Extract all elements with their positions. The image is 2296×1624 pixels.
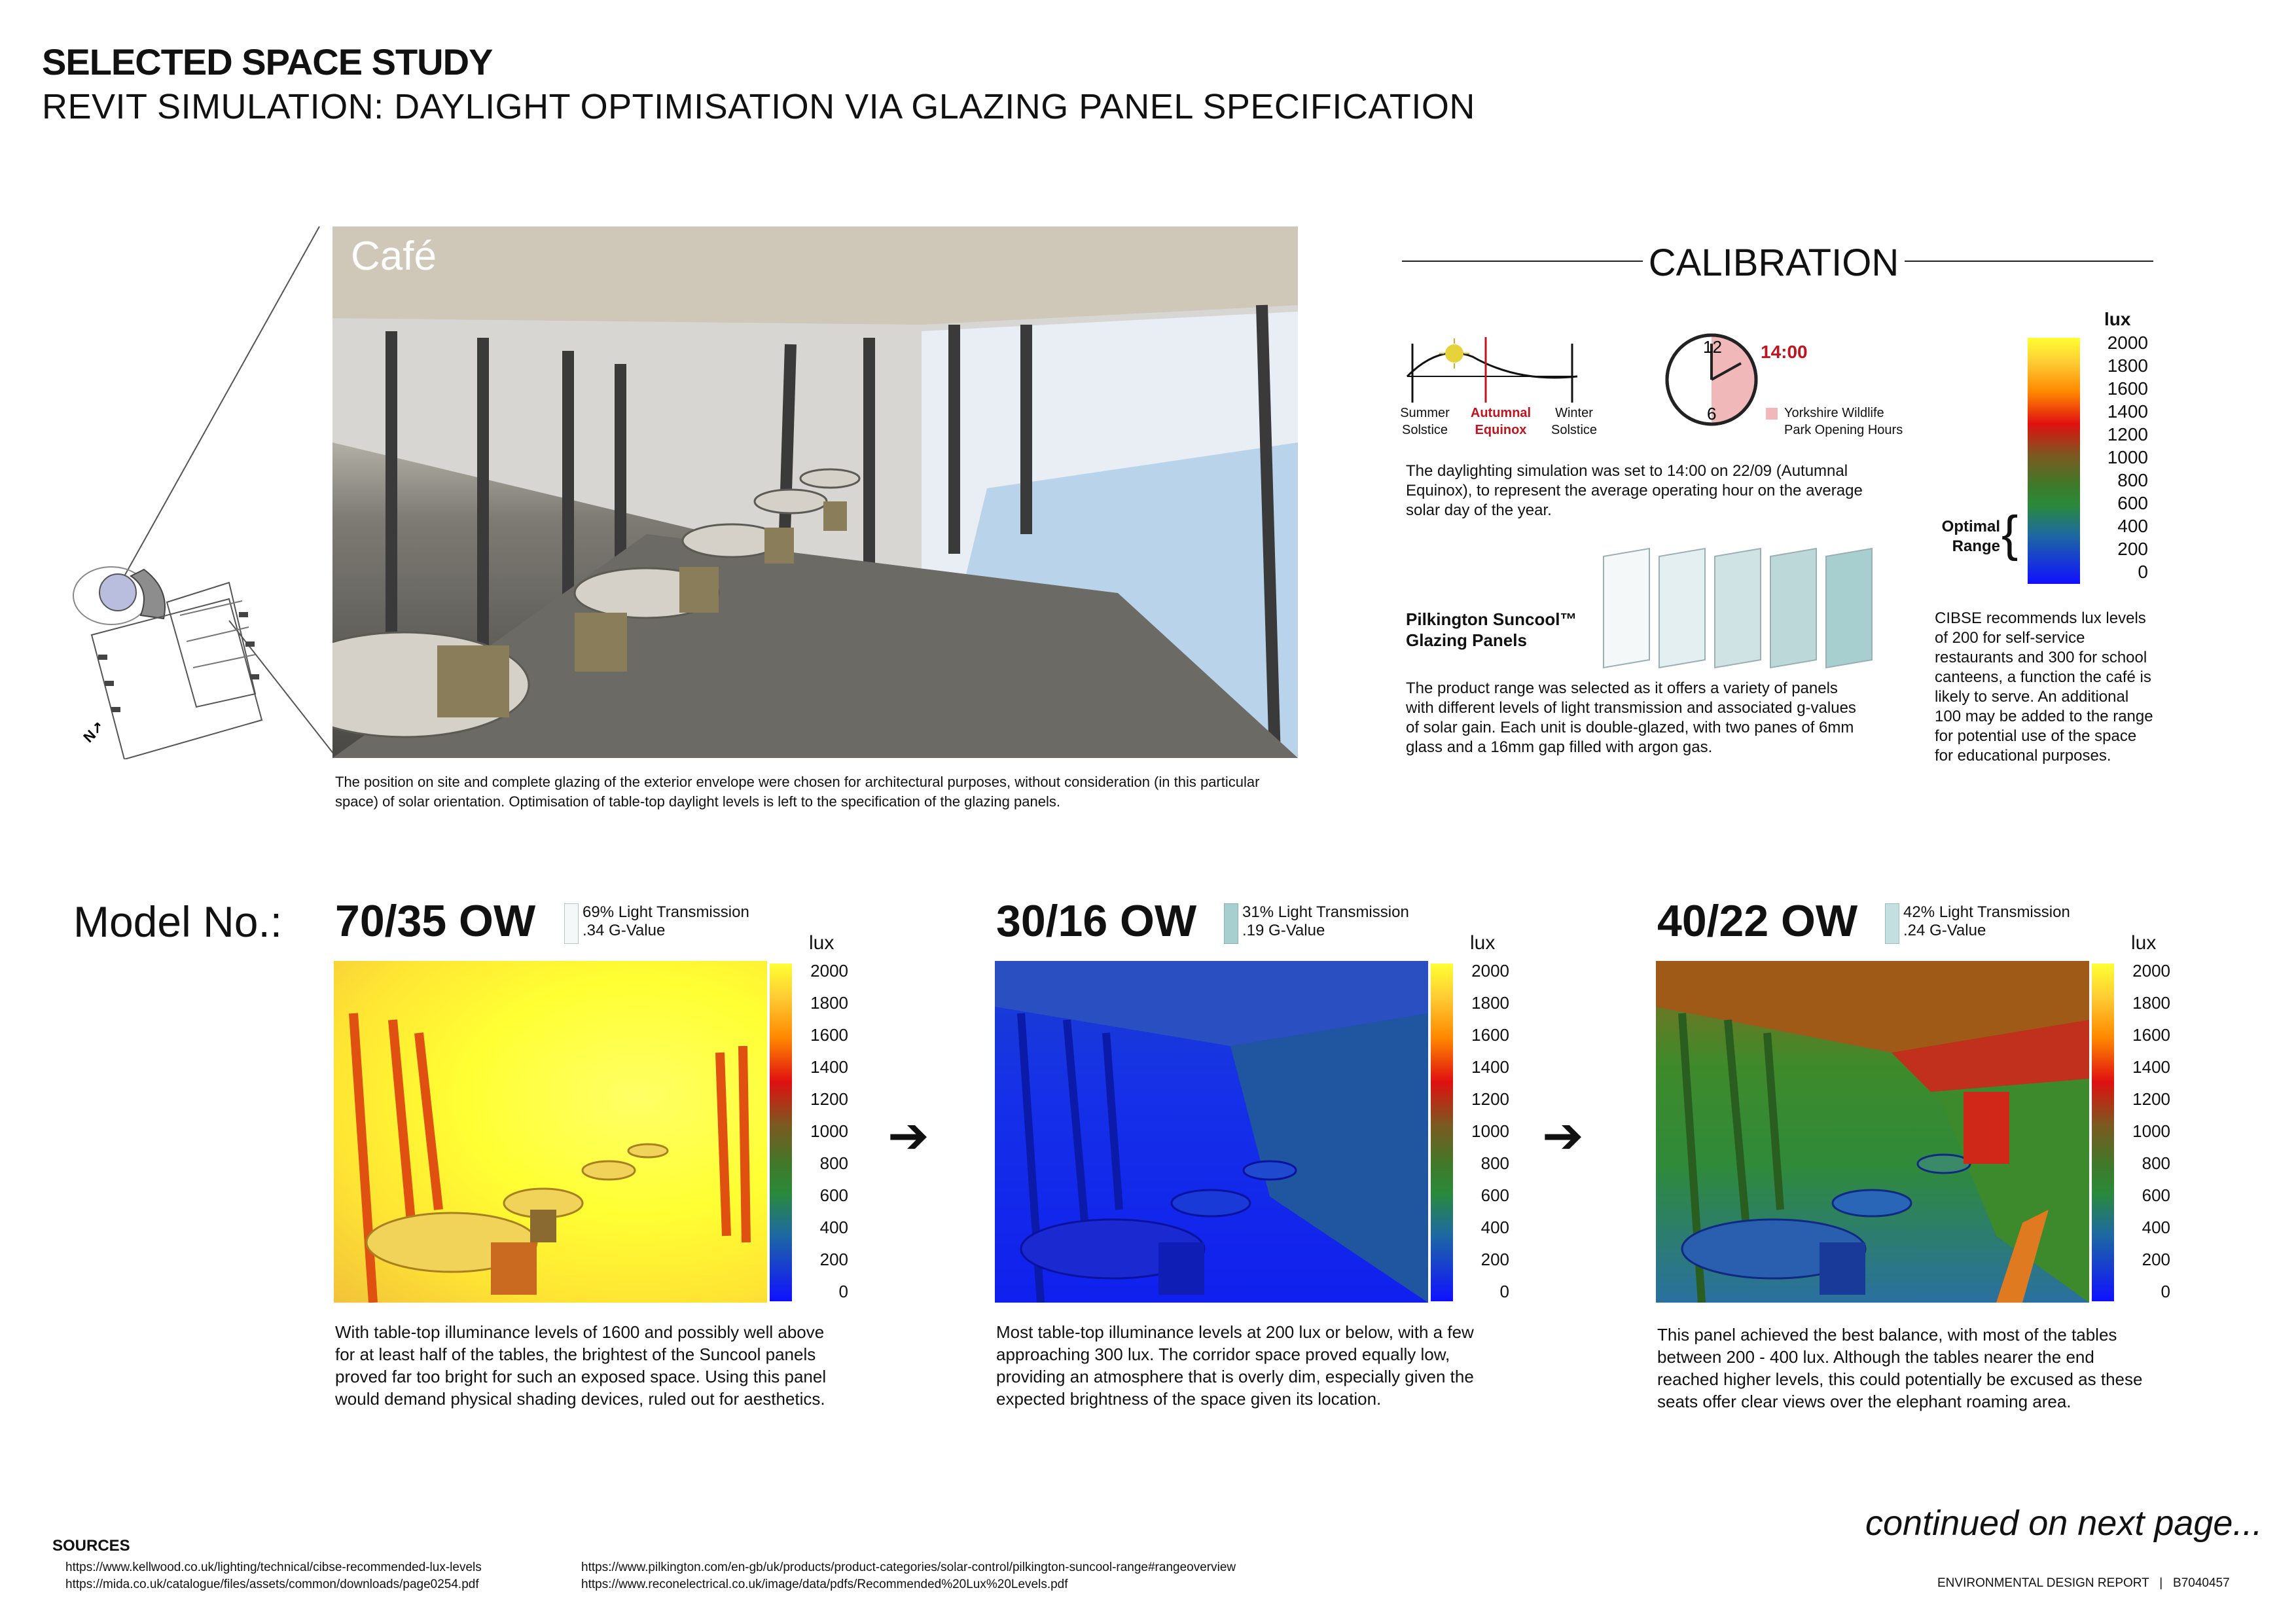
lux-tick-label: 1600	[2132, 1025, 2170, 1045]
model-spec-2: 31% Light Transmission .19 G-Value	[1242, 903, 1409, 939]
glazing-panels-illustration	[1597, 543, 1878, 674]
model-render-1	[334, 961, 767, 1303]
calibration-lux-scale-bar	[2028, 338, 2080, 584]
solar-path-diagram	[1401, 331, 1590, 416]
panel-icon-1	[1604, 549, 1649, 668]
lux-tick-label: 800	[2117, 470, 2148, 490]
lux-tick-label: 800	[819, 1153, 848, 1173]
calibration-rule-right	[1918, 261, 2153, 262]
glazing-title: Pilkington Suncool™ Glazing Panels	[1406, 609, 1577, 650]
lux-tick-label: 400	[2142, 1218, 2170, 1237]
lux-tick-label: 0	[1499, 1282, 1509, 1301]
report-id: ENVIRONMENTAL DESIGN REPORT | B7040457	[1937, 1576, 2230, 1590]
lux-tick-label: 200	[819, 1250, 848, 1269]
label-summer-solstice: Summer Solstice	[1400, 406, 1450, 437]
lux-tick-label: 2000	[1471, 961, 1509, 981]
lux-tick-label: 1400	[1471, 1057, 1509, 1077]
page-subtitle: REVIT SIMULATION: DAYLIGHT OPTIMISATION VIA GLAZING PANEL SPECIFICATION	[42, 87, 1475, 126]
lux-tick-label: 1000	[1471, 1121, 1509, 1141]
model-spec-1: 69% Light Transmission .34 G-Value	[583, 903, 749, 939]
model-lux-unit-2: lux	[1470, 932, 1496, 954]
model-lux-bar-1	[770, 964, 792, 1301]
lux-tick-label: 1800	[2132, 993, 2170, 1013]
render-caption: The position on site and complete glazing of the exterior envelope were chosen for architectural purposes, without consideration (in this particular space) of solar orientation. Optimisation of table-top daylight levels is left to the specification of the glazing panels.	[335, 774, 1260, 810]
lux-tick-label: 800	[1480, 1153, 1509, 1173]
lux-tick-label: 200	[2142, 1250, 2170, 1269]
lux-tick-label: 1600	[810, 1025, 848, 1045]
lux-tick-label: 1800	[810, 993, 848, 1013]
model-code-3: 40/22 OW	[1657, 896, 1858, 946]
cibse-text: CIBSE recommends lux levels of 200 for self-service restaurants and 300 for school canteens, a function the café is likely to serve. An additional 100 may be added to the range for potential use of the space for educational purposes.	[1935, 609, 2153, 765]
simulation-text: The daylighting simulation was set to 14:00 on 22/09 (Autumnal Equinox), to represent the average operating hour on the average solar day of the year.	[1406, 462, 1863, 519]
lux-tick-label: 1400	[2132, 1057, 2170, 1077]
panel-icon-2	[1659, 549, 1705, 668]
lux-tick-label: 2000	[2132, 961, 2170, 981]
model-spec-3: 42% Light Transmission .24 G-Value	[1903, 903, 2070, 939]
calibration-lux-ticks	[2088, 333, 2148, 581]
svg-text:6: 6	[1707, 404, 1717, 424]
panel-swatch-2	[1224, 903, 1238, 944]
sources-right	[581, 1559, 1236, 1593]
page-title: SELECTED SPACE STUDY	[42, 41, 493, 82]
panel-icon-4	[1770, 549, 1816, 668]
model-lux-unit-3: lux	[2131, 932, 2157, 954]
model-code-2: 30/16 OW	[996, 896, 1197, 946]
clock-icon	[1662, 331, 1761, 429]
panel-swatch-1	[564, 903, 579, 944]
lux-tick-label: 1800	[1471, 993, 1509, 1013]
render-label: Café	[351, 234, 437, 279]
lux-tick-label: 800	[2142, 1153, 2170, 1173]
model-number-label: Model No.:	[73, 897, 283, 946]
sun-icon	[1439, 338, 1469, 369]
model-text-2: Most table-top illuminance levels at 200 lux or below, with a few approaching 300 lux. The corridor space proved equally low, providing an atmosphere that is overly dim, especially given the expected brightness of the space given its location.	[996, 1322, 1474, 1409]
lux-tick-label: 400	[2117, 516, 2148, 536]
lux-tick-label: 0	[838, 1282, 848, 1301]
arrow-right-icon: ➔	[888, 1108, 929, 1164]
clock-time: 14:00	[1761, 342, 1808, 362]
lux-tick-label: 1200	[2107, 424, 2148, 444]
sources-title: SOURCES	[52, 1537, 130, 1555]
lux-tick-label: 2000	[2107, 333, 2148, 353]
lux-tick-label: 2000	[810, 961, 848, 981]
model-lux-ticks-3	[2115, 961, 2170, 1301]
lux-tick-label: 200	[2117, 539, 2148, 559]
model-lux-bar-2	[1431, 964, 1453, 1301]
model-render-2	[995, 961, 1428, 1303]
source-link[interactable]: https://mida.co.uk/catalogue/files/assets/common/downloads/page0254.pdf	[65, 1578, 479, 1591]
opening-hours-swatch	[1766, 408, 1778, 420]
panel-icon-3	[1715, 549, 1761, 668]
lux-tick-label: 1000	[2107, 447, 2148, 467]
site-plan-diagram	[65, 223, 340, 759]
model-lux-ticks-2	[1454, 961, 1509, 1301]
source-link[interactable]: https://www.pilkington.com/en-gb/uk/products/product-categories/solar-control/pilkington-suncool-range#rangeoverview	[581, 1561, 1236, 1574]
continued-text: continued on next page...	[1865, 1504, 2263, 1543]
optimal-range-brace: {	[2001, 506, 2018, 562]
source-link[interactable]: https://www.reconelectrical.co.uk/image/data/pdfs/Recommended%20Lux%20Levels.pdf	[581, 1578, 1068, 1591]
lux-tick-label: 600	[1480, 1185, 1509, 1205]
lux-tick-label: 400	[819, 1218, 848, 1237]
lux-tick-label: 1000	[2132, 1121, 2170, 1141]
model-lux-bar-3	[2092, 964, 2114, 1301]
lux-tick-label: 600	[819, 1185, 848, 1205]
arrow-right-icon-2: ➔	[1542, 1108, 1584, 1164]
lux-tick-label: 0	[2138, 562, 2148, 582]
model-lux-ticks-1	[793, 961, 848, 1301]
lux-tick-label: 1200	[1471, 1089, 1509, 1109]
calibration-title: CALIBRATION	[1643, 241, 1905, 285]
label-autumnal-equinox: Autumnal Equinox	[1470, 406, 1532, 437]
lux-tick-label: 200	[1480, 1250, 1509, 1269]
lux-tick-label: 1000	[810, 1121, 848, 1141]
panel-swatch-3	[1885, 903, 1899, 944]
model-text-1: With table-top illuminance levels of 1600 and possibly well above for at least half of the tables, the brightest of the Suncool panels proved far too bright for such an exposed space. Using this panel would demand physical shading devices, ruled out for aesthetics.	[335, 1322, 827, 1409]
model-render-3	[1656, 961, 2089, 1303]
lux-tick-label: 1400	[810, 1057, 848, 1077]
lux-tick-label: 1600	[2107, 378, 2148, 399]
opening-hours-legend: Yorkshire Wildlife Park Opening Hours	[1784, 406, 1903, 437]
source-link[interactable]: https://www.kellwood.co.uk/lighting/technical/cibse-recommended-lux-levels	[65, 1561, 482, 1574]
lux-tick-label: 1800	[2107, 355, 2148, 376]
lux-tick-label: 1200	[2132, 1089, 2170, 1109]
north-arrow-icon: N↗	[80, 718, 108, 746]
model-code-1: 70/35 OW	[335, 896, 536, 946]
panel-icon-5	[1826, 549, 1872, 668]
calibration-lux-unit: lux	[2104, 309, 2131, 329]
cafe-render-image	[332, 226, 1298, 758]
lux-tick-label: 600	[2117, 493, 2148, 513]
glazing-text: The product range was selected as it offers a variety of panels with different levels of light transmission and associated g-values of solar gain. Each unit is double-glazed, with two panes of 6mm glass and a 16mm gap filled with argon gas.	[1406, 679, 1856, 756]
optimal-range-label: Optimal Range	[1941, 518, 2000, 555]
lux-tick-label: 1400	[2107, 401, 2148, 422]
lux-tick-label: 1600	[1471, 1025, 1509, 1045]
lux-tick-label: 600	[2142, 1185, 2170, 1205]
label-winter-solstice: Winter Solstice	[1551, 406, 1598, 437]
model-lux-unit-1: lux	[809, 932, 834, 954]
model-text-3: This panel achieved the best balance, with most of the tables between 200 - 400 lux. Although the tables nearer the end reached higher levels, this could potentially be excused as these seats offer clear views over the elephant roaming area.	[1657, 1325, 2143, 1411]
svg-text:12: 12	[1703, 337, 1722, 357]
sources-left	[65, 1559, 482, 1593]
lux-tick-label: 0	[2161, 1282, 2170, 1301]
lux-tick-label: 1200	[810, 1089, 848, 1109]
lux-tick-label: 400	[1480, 1218, 1509, 1237]
site-plan-drawing	[73, 567, 262, 759]
